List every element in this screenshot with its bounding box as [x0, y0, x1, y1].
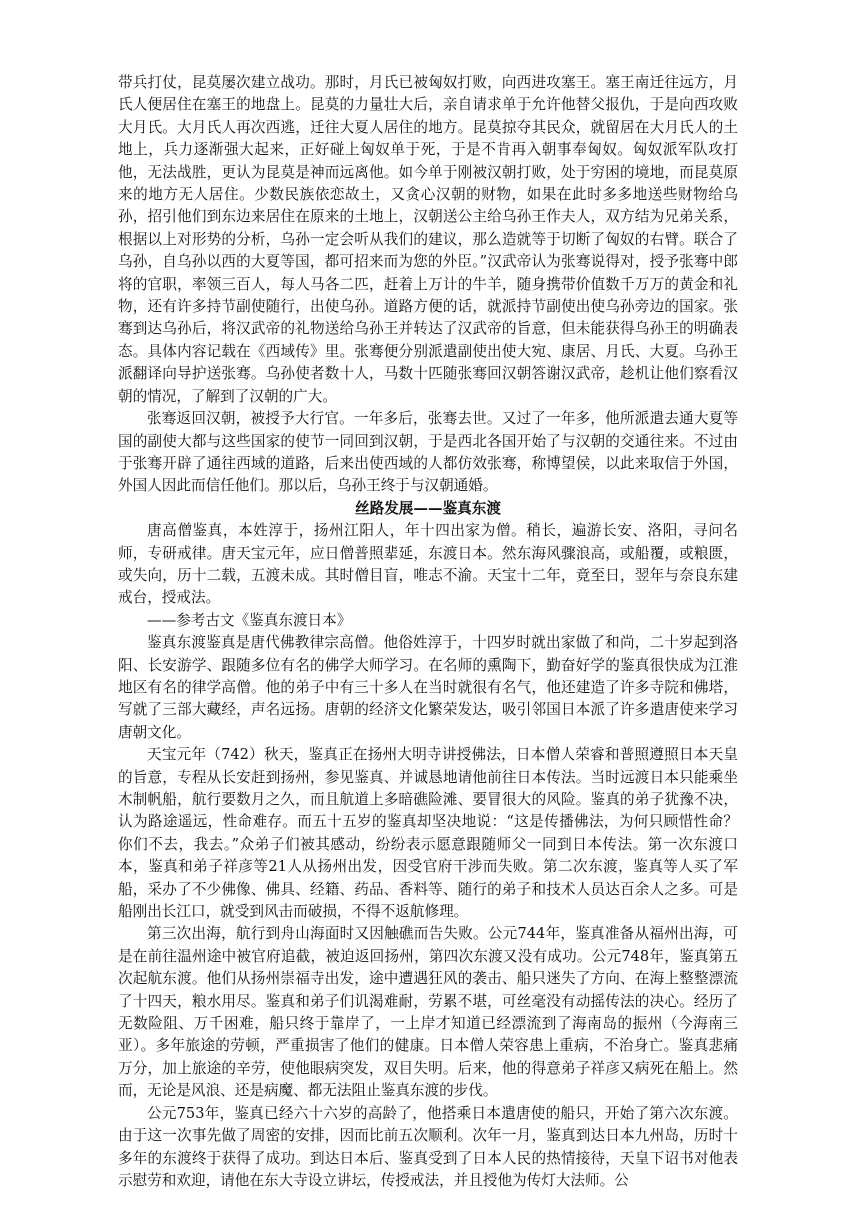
body-paragraph: 公元753年，鉴真已经六十六岁的高龄了，他搭乘日本遣唐使的船只，开始了第六次东渡。由于这一次事先做了周密的安排，因而比前五次顺利。次年一月，鉴真到达日本九州岛，历时十多年的东渡终于获得了成功。到达日本后、鉴真受到了日本人民的热情接待，天皇下诏书对他表示慰劳和欢迎，请他在东大寺设立讲坛，传授戒法，并且授他为传灯大法师。公 [118, 1104, 738, 1189]
document-page [118, 72, 738, 1192]
citation: ——参考古文《鉴真东渡日本》 [147, 611, 352, 629]
body-paragraph: 天宝元年（742）秋天，鉴真正在扬州大明寺讲授佛法，日本僧人荣睿和普照遵照日本天皇的旨意，专程从长安赶到扬州，参见鉴真、并诚恳地请他前往日本传法。当时远渡日本只能乘坐木制帆船，航行要数月之久，而且航道上多暗礁险滩、要冒很大的风险。鉴真的弟子犹豫不决，认为路途遥远，性命难存。而五十五岁的鉴真却坚决地说：“这是传播佛法，为何只顾惜性命？你们不去，我去。”众弟子们被其感动，纷纷表示愿意跟随师父一同到日本传法。第一次东渡口本，鉴真和弟子祥彦等21人从扬州出发，因受官府干涉而失败。第二次东渡，鉴真等人买了军船，采办了不少佛像、佛具、经籍、药品、香料等、随行的弟子和技术人员达百余人之多。可是船刚出长江口，就受到风击而破损，不得不返航修理。 [118, 746, 738, 921]
body-paragraph: 第三次出海，航行到舟山海面时又因触礁而告失败。公元744年，鉴真准备从福州出海，可是在前往温州途中被官府追截，被迫返回扬州，第四次东渡又没有成功。公元748年，鉴真第五次起航东渡。他们从扬州崇福寺出发，途中遭遇狂风的袭击、船只迷失了方向、在海上整整漂流了十四天，粮水用尽。鉴真和弟子们讥渴难耐，劳累不堪，可丝毫没有动摇传法的决心。经历了无数险阻、万千困难，船只终于靠岸了，一上岸才知道已经漂流到了海南岛的振州（今海南三亚）。多年旅途的劳顿，严重损害了他们的健康。日本僧人荣容患上重病，不治身亡。鉴真悲痛万分，加上旅途的辛劳，使他眼病突发，双目失明。后来，他的得意弟子祥彦又病死在船上。然而，无论是风浪、还是病魔、都无法阻止鉴真东渡的步伐。 [118, 925, 738, 1100]
body-paragraph: 鉴真东渡鉴真是唐代佛教律宗高僧。他俗姓淳于，十四岁时就出家做了和尚，二十岁起到洛阳、长安游学、跟随多位有名的佛学大师学习。在名师的熏陶下，勤奋好学的鉴真很快成为江淮地区有名的律学高僧。他的弟子中有三十多人在当时就很有名气，他还建造了许多寺院和佛塔，写就了三部大藏经，声名远扬。唐朝的经济文化繁荣发达，吸引邻国日本派了许多遣唐使来学习唐朝文化。 [118, 634, 738, 741]
body-paragraph: 张骞返回汉朝，被授予大行官。一年多后，张骞去世。又过了一年多，他所派遣去通大夏等国的副使大都与这些国家的使节一同回到汉朝，于是西北各国开始了与汉朝的交通往来。不过由于张骞开辟了通往西域的道路，后来出使西域的人都仿效张骞，称博望侯，以此来取信于外国，外国人因此而信任他们。那以后，乌孙王终于与汉朝通婚。 [118, 410, 738, 495]
body-paragraph: 带兵打仗，昆莫屡次建立战功。那时，月氏已被匈奴打败，向西进攻塞王。塞王南迁往远方，月氏人便居住在塞王的地盘上。昆莫的力量壮大后，亲自请求单于允许他替父报仇，于是向西攻败大月氏。大月氏人再次西逃，迁往大夏人居住的地方。昆莫掠夺其民众，就留居在大月氏人的土地上，兵力逐渐强大起来，正好碰上匈奴单于死，于是不肯再入朝事奉匈奴。匈奴派军队攻打他，无法战胜，更认为昆莫是神而远离他。如今单于刚被汉朝打败，处于穷困的境地，而昆莫原来的地方无人居住。少数民族依恋故土，又贪心汉朝的财物，如果在此时多多地送些财物给乌孙，招引他们到东边来居住在原来的土地上，汉朝送公主给乌孙王作夫人，双方结为兄弟关系，根据以上对形势的分析，乌孙一定会听从我们的建议，那么造就等于切断了匈奴的右臂。联合了乌孙，自乌孙以西的大夏等国，都可招来而为您的外臣。”汉武帝认为张骞说得对，授予张骞中郎将的官职，率领三百人，每人马各二匹，赶着上万计的牛羊，随身携带价值数千万万的黄金和礼物，还有许多持节副使随行，出使乌孙。道路方便的话，就派持节副使出使乌孙旁边的国家。张骞到达乌孙后，将汉武帝的礼物送给乌孙王并转达了汉武帝的旨意，但未能获得乌孙王的明确表态。具体内容记载在《西域传》里。张骞便分别派遣副使出使大宛、康居、月氏、大夏。乌孙王派翻译向导护送张骞。乌孙使者数十人，马数十匹随张骞回汉朝答谢汉武帝，趁机让他们察看汉朝的情况，了解到了汉朝的广大。 [118, 74, 738, 405]
section-title: 丝路发展——鉴真东渡 [355, 499, 501, 517]
classical-text-paragraph: 唐高僧鉴真，本姓淳于，扬州江阳人，年十四出家为僧。稍长，遍游长安、洛阳，寻问名师，专研戒律。唐天宝元年，应日僧普照辈延，东渡日本。然东海风骤浪高，或船覆，或粮匮，或失向，历十二载，五渡未成。其时僧目盲，唯志不渝。天宝十二年，竟至日，翌年与奈良东建戒台，授戒法。 [118, 522, 738, 607]
